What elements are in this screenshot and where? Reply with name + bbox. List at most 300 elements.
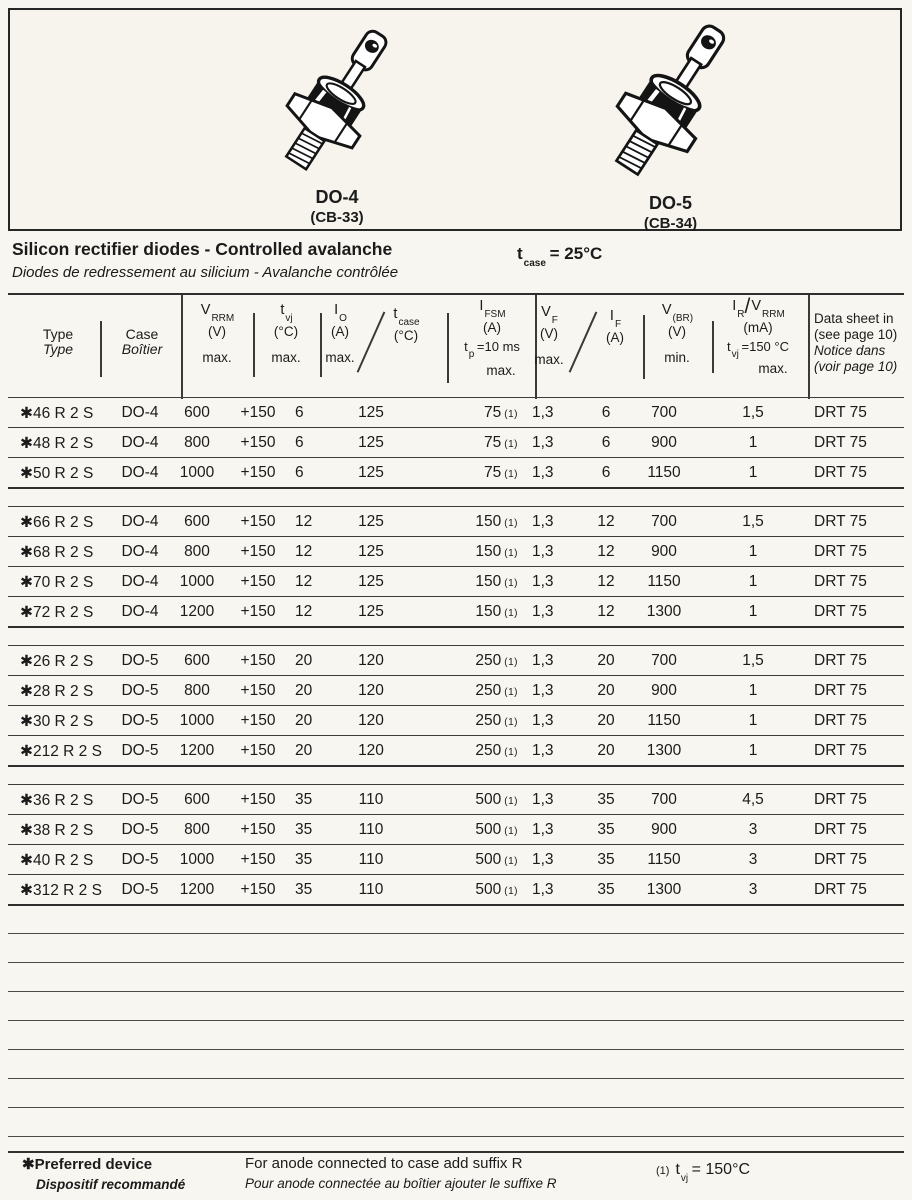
blank-ruled-rows (8, 905, 904, 1153)
subscript: RRM (211, 312, 235, 324)
table-row (8, 457, 904, 487)
page-title-fr: Diodes de redressement au silicium - Avalanche contrôlée (12, 264, 399, 281)
cell-vf: 1,3 (532, 464, 554, 481)
header-io (318, 303, 362, 365)
anode-suffix-note (245, 1155, 556, 1191)
cell-ifsm (428, 434, 518, 452)
subscript: case (398, 316, 420, 328)
cell-ir: 3 (748, 881, 758, 898)
ifsm-value: 500 (475, 821, 502, 838)
symbol: I (609, 308, 614, 324)
symbol: t (393, 306, 398, 322)
cell-vrrm: 800 (184, 543, 210, 560)
cell-datasheet: DRT 75 (814, 603, 867, 620)
cell-vf: 1,3 (532, 652, 554, 669)
cell-tvj: +150 (240, 434, 276, 451)
cell-vrrm: 1000 (179, 464, 215, 481)
blank-row-line (8, 1079, 904, 1108)
subscript: vj (285, 312, 293, 324)
do5-package-illustration (560, 0, 781, 214)
subscript: O (339, 312, 347, 324)
cell-vbr: 1150 (647, 712, 681, 729)
unit: (A) (331, 323, 349, 339)
page-footer (8, 1153, 904, 1199)
cell-tvj: +150 (240, 791, 276, 808)
cell-datasheet: DRT 75 (814, 742, 867, 759)
cell-tcase: 110 (358, 821, 384, 838)
footnote-1 (656, 1161, 751, 1185)
cell-ir: 4,5 (742, 791, 764, 808)
cell-if: 12 (597, 603, 615, 620)
symbol: I (334, 302, 339, 318)
cell-datasheet: DRT 75 (814, 464, 867, 481)
cell-vrrm: 1000 (179, 712, 215, 729)
cell-if: 12 (597, 513, 615, 530)
cell-vf: 1,3 (532, 682, 554, 699)
subscript: FSM (484, 308, 506, 320)
condition-subscript: p (468, 349, 475, 361)
table-row (8, 874, 904, 904)
cell-datasheet: DRT 75 (814, 543, 867, 560)
cell-ir: 1 (748, 742, 758, 759)
blank-row-line (8, 1050, 904, 1079)
header-type-fr: Type (42, 341, 74, 357)
table-group (8, 784, 904, 906)
cell-if: 6 (601, 464, 611, 481)
header-if (593, 309, 637, 345)
cell-datasheet: DRT 75 (814, 652, 867, 669)
title-block (12, 239, 902, 281)
cell-ifsm (428, 603, 518, 621)
unit: (V) (540, 325, 558, 341)
table-row (8, 397, 904, 427)
header-vbr (641, 303, 713, 365)
cell-case: DO-4 (121, 464, 159, 481)
package-code: (CB-33) (310, 209, 364, 226)
condition-value: =10 ms (476, 338, 520, 354)
table-group (8, 645, 904, 767)
cell-io: 35 (295, 881, 313, 898)
footnote-marker: (1) (504, 657, 518, 668)
cell-tcase: 110 (358, 851, 384, 868)
table-row (8, 536, 904, 566)
package-name: DO-4 (315, 187, 359, 207)
package-drawings-panel (8, 8, 902, 231)
cell-vf: 1,3 (532, 404, 554, 421)
cell-type: ✱48 R 2 S (20, 435, 94, 452)
cell-io: 12 (295, 603, 313, 620)
footnote-marker: (1) (504, 796, 518, 807)
cell-tvj: +150 (240, 603, 276, 620)
header-divider (181, 295, 183, 399)
header-tvj (256, 303, 316, 365)
blank-row-line (8, 1021, 904, 1050)
cell-io: 12 (295, 513, 313, 530)
cell-tvj: +150 (240, 652, 276, 669)
footnote-marker: (1) (504, 747, 518, 758)
condition-subscript: case (523, 258, 546, 270)
table-row (8, 427, 904, 457)
cell-ir: 1 (748, 543, 758, 560)
cell-io: 20 (295, 742, 313, 759)
cell-vf: 1,3 (532, 513, 554, 530)
cell-if: 12 (597, 543, 615, 560)
table-header (8, 293, 904, 399)
ifsm-value: 75 (484, 434, 502, 451)
cell-if: 6 (601, 404, 611, 421)
cell-type: ✱30 R 2 S (20, 713, 94, 730)
cell-tcase: 125 (358, 573, 384, 590)
cell-vbr: 900 (651, 682, 677, 699)
header-divider (808, 295, 810, 399)
cell-case: DO-5 (121, 652, 159, 669)
preferred-device-fr: Dispositif recommandé (36, 1177, 186, 1192)
unit: (°C) (273, 323, 299, 339)
cell-vrrm: 1200 (179, 742, 215, 759)
table-row (8, 596, 904, 626)
cell-tvj: +150 (240, 821, 276, 838)
cell-vf: 1,3 (532, 434, 554, 451)
cell-vbr: 900 (651, 434, 677, 451)
cell-vbr: 1150 (647, 464, 681, 481)
header-vf (526, 305, 572, 367)
cell-ifsm (428, 881, 518, 899)
cell-case: DO-5 (121, 742, 159, 759)
cell-ir: 1 (748, 603, 758, 620)
blank-row-line (8, 934, 904, 963)
cell-datasheet: DRT 75 (814, 513, 867, 530)
cell-vf: 1,3 (532, 742, 554, 759)
cell-if: 35 (597, 821, 615, 838)
unit: (A) (606, 329, 624, 345)
cell-tcase: 125 (358, 464, 384, 481)
cell-ifsm (428, 821, 518, 839)
condition-value: =150 °C (741, 338, 789, 354)
cell-vf: 1,3 (532, 851, 554, 868)
cell-tvj: +150 (240, 712, 276, 729)
ifsm-value: 150 (475, 573, 502, 590)
cell-ifsm (428, 791, 518, 809)
ifsm-value: 75 (484, 464, 502, 481)
table-row (8, 645, 904, 675)
blank-row-line (8, 992, 904, 1021)
ifsm-value: 500 (475, 851, 502, 868)
package-code: (CB-34) (643, 215, 698, 232)
cell-if: 20 (597, 742, 615, 759)
cell-type: ✱312 R 2 S (20, 882, 102, 899)
cell-tcase: 125 (358, 603, 384, 620)
subscript: F (551, 314, 558, 326)
package-name: DO-5 (648, 193, 692, 213)
footnote-marker: (1) (504, 409, 518, 420)
cell-type: ✱50 R 2 S (20, 465, 94, 482)
cell-tcase: 125 (358, 434, 384, 451)
cell-if: 35 (597, 791, 615, 808)
cell-tvj: +150 (240, 513, 276, 530)
cell-vbr: 700 (651, 404, 677, 421)
cell-case: DO-5 (121, 791, 159, 808)
cell-vbr: 1150 (647, 573, 681, 590)
cell-ir: 3 (748, 821, 758, 838)
cell-case: DO-4 (121, 603, 159, 620)
cell-vrrm: 600 (184, 791, 210, 808)
cell-datasheet: DRT 75 (814, 573, 867, 590)
anode-note-en: For anode connected to case add suffix R (245, 1155, 523, 1172)
cell-ifsm (428, 513, 518, 531)
cell-case: DO-4 (121, 513, 159, 530)
cell-ifsm (428, 652, 518, 670)
symbol: V (541, 304, 551, 320)
cell-tcase: 120 (358, 682, 384, 699)
cell-tcase: 120 (358, 712, 384, 729)
cell-type: ✱68 R 2 S (20, 544, 94, 561)
condition-symbol: t (517, 244, 523, 263)
cell-tvj: +150 (240, 404, 276, 421)
unit: (A) (483, 319, 501, 335)
limit: max. (534, 351, 564, 367)
cell-tcase: 120 (358, 652, 384, 669)
ifsm-value: 500 (475, 881, 502, 898)
table-body (8, 397, 904, 906)
ifsm-value: 150 (475, 513, 502, 530)
cell-vf: 1,3 (532, 821, 554, 838)
footnote-marker: (1) (504, 439, 518, 450)
cell-vf: 1,3 (532, 712, 554, 729)
cell-case: DO-5 (121, 712, 159, 729)
cell-vrrm: 800 (184, 434, 210, 451)
table-row (8, 735, 904, 765)
footnote-marker: (1) (504, 717, 518, 728)
ifsm-value: 250 (475, 712, 502, 729)
cell-if: 6 (601, 434, 611, 451)
cell-datasheet: DRT 75 (814, 404, 867, 421)
cell-vbr: 900 (651, 543, 677, 560)
unit: (°C) (393, 327, 419, 343)
cell-type: ✱40 R 2 S (20, 852, 94, 869)
cell-vrrm: 1200 (179, 603, 215, 620)
cell-if: 35 (597, 851, 615, 868)
cell-datasheet: DRT 75 (814, 851, 867, 868)
ifsm-value: 250 (475, 682, 502, 699)
header-vrrm (186, 303, 248, 365)
header-case-en: Case (125, 326, 159, 342)
header-divider (253, 313, 255, 377)
cell-vf: 1,3 (532, 603, 554, 620)
cell-vrrm: 1000 (179, 851, 215, 868)
cell-ir: 1,5 (742, 652, 764, 669)
cell-ir: 1 (748, 573, 758, 590)
cell-type: ✱36 R 2 S (20, 792, 94, 809)
table-row (8, 784, 904, 814)
test-condition (517, 244, 603, 270)
cell-ifsm (428, 742, 518, 760)
cell-tvj: +150 (240, 851, 276, 868)
cell-datasheet: DRT 75 (814, 434, 867, 451)
cell-vrrm: 1000 (179, 573, 215, 590)
cell-tvj: +150 (240, 742, 276, 759)
cell-type: ✱66 R 2 S (20, 514, 94, 531)
cell-ir: 3 (748, 851, 758, 868)
cell-io: 6 (295, 434, 304, 451)
cell-vrrm: 600 (184, 513, 210, 530)
package-do4 (242, 20, 432, 226)
ifsm-value: 150 (475, 603, 502, 620)
header-case-fr: Boîtier (121, 341, 163, 357)
cell-io: 35 (295, 851, 313, 868)
cell-vrrm: 1200 (179, 881, 215, 898)
cell-io: 6 (295, 464, 304, 481)
footnote-marker: (1) (504, 469, 518, 480)
cell-case: DO-4 (121, 434, 159, 451)
cell-type: ✱72 R 2 S (20, 604, 94, 621)
footnote-symbol: t (675, 1161, 680, 1178)
cell-type: ✱70 R 2 S (20, 574, 94, 591)
header-type-en: Type (42, 326, 74, 342)
cell-ir: 1 (748, 464, 758, 481)
cell-io: 35 (295, 791, 313, 808)
limit: max. (758, 361, 788, 377)
condition-symbol: t (727, 338, 731, 354)
cell-ir: 1 (748, 434, 758, 451)
ifsm-value: 250 (475, 652, 502, 669)
cell-ir: 1 (748, 712, 758, 729)
cell-tcase: 110 (358, 791, 384, 808)
cell-io: 6 (295, 404, 304, 421)
condition-symbol: t (464, 338, 468, 354)
footnote-marker: (1) (656, 1165, 670, 1177)
footnote-marker: (1) (504, 518, 518, 529)
unit: (V) (668, 323, 686, 339)
cell-datasheet: DRT 75 (814, 682, 867, 699)
ifsm-value: 150 (475, 543, 502, 560)
cell-vbr: 1300 (646, 881, 682, 898)
cell-case: DO-4 (121, 404, 159, 421)
cell-if: 35 (597, 881, 615, 898)
blank-row-line (8, 963, 904, 992)
cell-vrrm: 600 (184, 652, 210, 669)
symbol: I (479, 298, 484, 314)
limit: min. (664, 349, 690, 365)
cell-case: DO-5 (121, 851, 159, 868)
limit: max. (202, 349, 232, 365)
cell-tcase: 125 (358, 513, 384, 530)
ifsm-value: 250 (475, 742, 502, 759)
cell-io: 20 (295, 682, 313, 699)
cell-type: ✱26 R 2 S (20, 653, 94, 670)
table-group (8, 397, 904, 489)
header-case (106, 327, 178, 357)
symbol: V (751, 298, 761, 314)
cell-vbr: 1150 (647, 851, 681, 868)
footnote-value: = 150°C (691, 1161, 751, 1178)
footnote-marker: (1) (504, 578, 518, 589)
subscript: (BR) (672, 312, 694, 324)
footnote-marker: (1) (504, 608, 518, 619)
ifsm-value: 75 (484, 404, 502, 421)
table-group (8, 506, 904, 628)
ifsm-value: 500 (475, 791, 502, 808)
cell-datasheet: DRT 75 (814, 791, 867, 808)
footnote-marker: (1) (504, 548, 518, 559)
header-type (16, 327, 100, 357)
cell-datasheet: DRT 75 (814, 881, 867, 898)
footnote-marker: (1) (504, 856, 518, 867)
cell-vrrm: 800 (184, 682, 210, 699)
datasheet-line: Notice dans (814, 343, 886, 358)
cell-ir: 1,5 (742, 404, 764, 421)
cell-tcase: 120 (358, 742, 384, 759)
cell-ir: 1 (748, 682, 758, 699)
cell-case: DO-5 (121, 821, 159, 838)
cell-ifsm (428, 404, 518, 422)
cell-ifsm (428, 712, 518, 730)
cell-datasheet: DRT 75 (814, 821, 867, 838)
cell-tvj: +150 (240, 543, 276, 560)
cell-type: ✱38 R 2 S (20, 822, 94, 839)
footnote-marker: (1) (504, 687, 518, 698)
cell-tvj: +150 (240, 573, 276, 590)
cell-if: 20 (597, 652, 615, 669)
limit: max. (325, 349, 355, 365)
cell-case: DO-5 (121, 881, 159, 898)
cell-io: 12 (295, 543, 313, 560)
footnote-marker: (1) (504, 886, 518, 897)
table-row (8, 705, 904, 735)
cell-vbr: 1300 (646, 742, 682, 759)
symbol: I (732, 298, 737, 314)
table-row (8, 844, 904, 874)
limit: max. (271, 349, 301, 365)
header-datasheet (814, 311, 906, 375)
table-row (8, 814, 904, 844)
cell-vf: 1,3 (532, 881, 554, 898)
cell-type: ✱212 R 2 S (20, 743, 102, 760)
cell-vf: 1,3 (532, 543, 554, 560)
cell-type: ✱46 R 2 S (20, 405, 94, 422)
cell-vf: 1,3 (532, 791, 554, 808)
cell-vbr: 1300 (646, 603, 682, 620)
blank-row-line (8, 1108, 904, 1137)
footnote-subscript: vj (680, 1173, 689, 1185)
cell-vbr: 700 (651, 791, 677, 808)
cell-tvj: +150 (240, 682, 276, 699)
cell-vbr: 700 (651, 513, 677, 530)
cell-case: DO-5 (121, 682, 159, 699)
preferred-device-en: ✱Preferred device (22, 1156, 153, 1173)
condition-subscript: vj (731, 349, 739, 361)
do4-package-illustration (236, 0, 437, 204)
cell-case: DO-4 (121, 573, 159, 590)
table-row (8, 675, 904, 705)
cell-ifsm (428, 543, 518, 561)
anode-note-fr: Pour anode connectée au boîtier ajouter le suffixe R (245, 1176, 557, 1191)
symbol: V (200, 302, 211, 318)
unit: (V) (208, 323, 226, 339)
cell-ifsm (428, 573, 518, 591)
header-tcase (374, 307, 438, 343)
datasheet-line: (see page 10) (814, 327, 898, 342)
header-ir-vrrm (711, 295, 805, 377)
cell-if: 20 (597, 682, 615, 699)
subscript: F (614, 318, 622, 330)
preferred-device-note (22, 1155, 185, 1192)
limit: max. (486, 363, 516, 379)
cell-io: 12 (295, 573, 313, 590)
cell-tvj: +150 (240, 464, 276, 481)
table-row (8, 506, 904, 536)
symbol: V (661, 302, 672, 318)
subscript: R (737, 308, 745, 320)
